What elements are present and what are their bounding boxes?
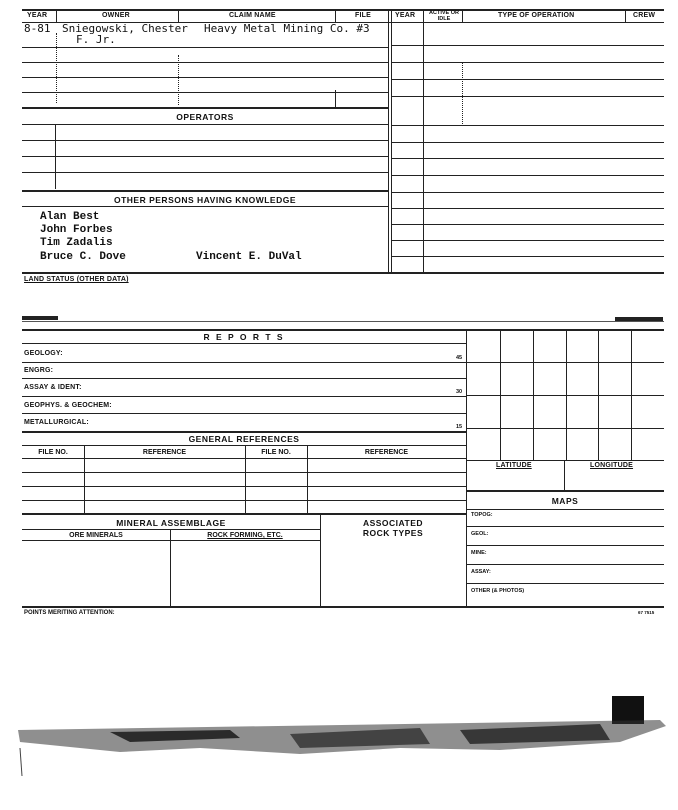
reports-title: R E P O R T S: [203, 332, 285, 342]
land-status-label: LAND STATUS (OTHER DATA): [24, 276, 129, 283]
report-assay-num: 30: [456, 389, 463, 395]
record-year: 8-81: [24, 22, 51, 35]
other-persons-title: OTHER PERSONS HAVING KNOWLEDGE: [113, 195, 297, 205]
header-crew: CREW: [633, 12, 656, 19]
maps-mine: MINE:: [471, 550, 487, 556]
mineral-assemblage-title: MINERAL ASSEMBLAGE: [116, 518, 226, 528]
header-year: YEAR: [27, 12, 48, 19]
person-name-4: Bruce C. Dove: [40, 251, 126, 263]
report-assay: ASSAY & IDENT:: [24, 384, 82, 391]
longitude-label: LONGITUDE: [590, 462, 634, 469]
header-active-or-idle: ACTIVE OR IDLE: [429, 10, 459, 22]
person-name-3: Tim Zadalis: [40, 237, 113, 249]
ref-col-file-no-1: FILE NO.: [38, 449, 68, 456]
report-geophys: GEOPHYS. & GEOCHEM:: [24, 402, 112, 409]
person-name-extra: Vincent E. DuVal: [196, 251, 302, 263]
person-name-2: John Forbes: [40, 224, 113, 236]
record-owner-line1: Sniegowski, Chester: [62, 22, 188, 35]
ref-col-reference-1: REFERENCE: [142, 449, 187, 456]
form-number: 67 7515: [638, 610, 655, 615]
latitude-label: LATITUDE: [496, 462, 532, 469]
record-claim: Heavy Metal Mining Co. #3: [204, 22, 370, 35]
record-owner-line2: F. Jr.: [76, 33, 116, 46]
ore-minerals-label: ORE MINERALS: [69, 532, 123, 539]
person-name-1: Alan Best: [40, 211, 100, 223]
rock-types-label: ROCK TYPES: [362, 528, 424, 538]
ref-col-file-no-2: FILE NO.: [261, 449, 291, 456]
scan-artifact-band: [0, 690, 678, 780]
maps-title: MAPS: [551, 496, 579, 506]
report-geology-num: 45: [456, 355, 463, 361]
maps-assay: ASSAY:: [471, 569, 491, 575]
report-metallurgical: METALLURGICAL:: [24, 419, 89, 426]
maps-other: OTHER (& PHOTOS): [471, 588, 525, 594]
report-metallurgical-num: 15: [456, 424, 463, 430]
maps-geol: GEOL:: [471, 531, 489, 537]
report-geology: GEOLOGY:: [24, 350, 63, 357]
header-type-of-operation: TYPE OF OPERATION: [498, 12, 575, 19]
points-meriting-attention-label: POINTS MERITING ATTENTION:: [24, 610, 115, 616]
rock-forming-label: ROCK FORMING, ETC.: [207, 532, 283, 539]
report-engrg: ENGRG:: [24, 367, 54, 374]
header-year-2: YEAR: [395, 12, 416, 19]
header-owner: OWNER: [102, 12, 130, 19]
header-file: FILE: [355, 12, 371, 19]
operators-title: OPERATORS: [176, 112, 234, 122]
general-references-title: GENERAL REFERENCES: [188, 434, 300, 444]
header-claim-name: CLAIM NAME: [229, 12, 276, 19]
associated-label: ASSOCIATED: [362, 518, 424, 528]
maps-topog: TOPOG:: [471, 512, 493, 518]
ref-col-reference-2: REFERENCE: [364, 449, 409, 456]
